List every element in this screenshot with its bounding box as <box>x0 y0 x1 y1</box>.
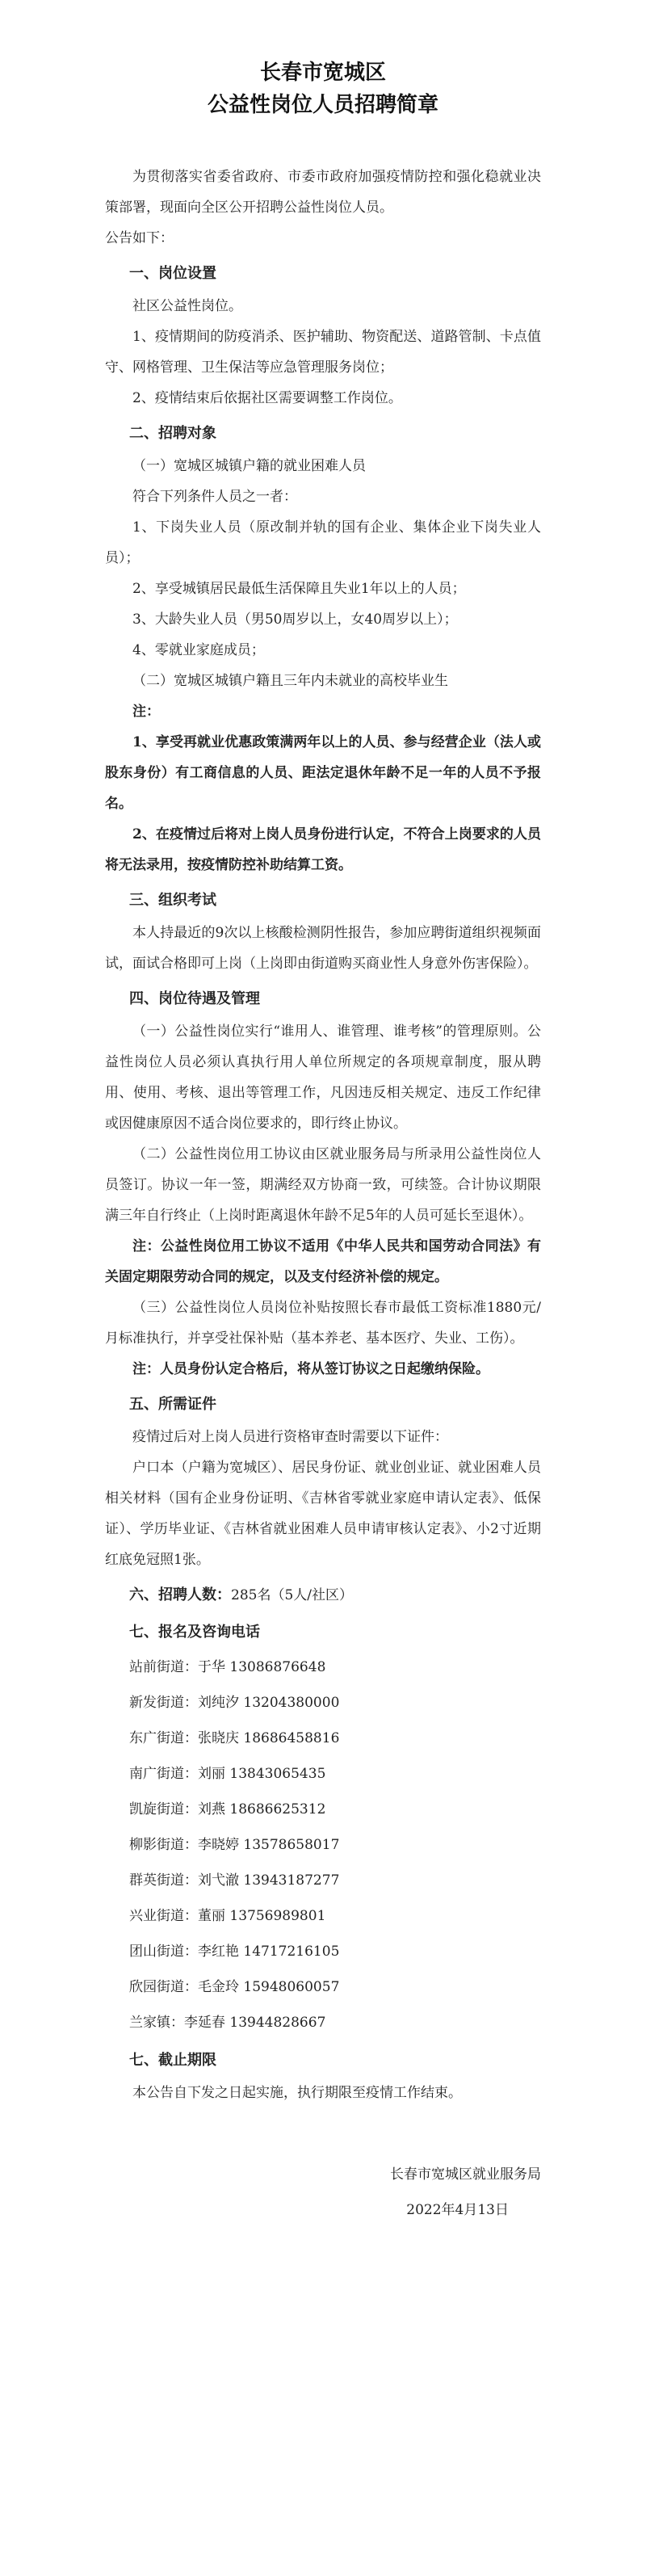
contact-item: 凯旋街道：刘燕 18686625312 <box>129 1801 326 1817</box>
contact-item: 站前街道：于华 13086876648 <box>129 1659 326 1675</box>
contact-item: 南广街道：刘丽 13843065435 <box>129 1766 326 1782</box>
section-3-heading: 三、组织考试 <box>129 892 216 909</box>
s6-label: 六、招聘人数： <box>129 1586 231 1603</box>
section-2-heading: 二、招聘对象 <box>129 425 216 442</box>
s3-p1: 本人持最近的9次以上核酸检测阴性报告，参加应聘街道组织视频面试，面试合格即可上岗（上岗即由街道购买商业性人身意外伤害保险）。 <box>105 925 541 972</box>
contact-item: 兴业街道：董丽 13756989801 <box>129 1908 326 1924</box>
s2-p5: 3、大龄失业人员（男50周岁以上，女40周岁以上）； <box>132 611 458 628</box>
s2-p2: 符合下列条件人员之一者： <box>132 489 297 505</box>
s2-p1: （一）宽城区城镇户籍的就业困难人员 <box>132 458 366 474</box>
section-4-heading: 四、岗位待遇及管理 <box>129 990 260 1007</box>
s2-note-label: 注： <box>132 704 160 720</box>
notice-line: 公告如下： <box>105 230 174 246</box>
s4-p1: （一）公益性岗位实行“谁用人、谁管理、谁考核”的管理原则。公益性岗位人员必须认真执行用人单位所规定的各项规章制度，服从聘用、使用、考核、退出等管理工作，凡因违反相关规定、违反工作纪律或因健康原因不适合岗位要求的，即行终止协议。 <box>105 1023 541 1132</box>
s5-p2: 户口本（户籍为宽城区）、居民身份证、就业创业证、就业困难人员相关材料（国有企业身份证明、《吉林省零就业家庭申请认定表》、低保证）、学历毕业证、《吉林省就业困难人员申请审核认定表》、小2寸近期红底免冠照1张。 <box>105 1460 541 1568</box>
contact-item: 欣园街道：毛金玲 15948060057 <box>129 1979 340 1995</box>
contact-item: 新发街道：刘纯汐 13204380000 <box>129 1695 340 1711</box>
section-deadline-heading: 七、截止期限 <box>129 2052 216 2069</box>
s4-p3: 注：公益性岗位用工协议不适用《中华人民共和国劳动合同法》有关固定期限劳动合同的规定，以及支付经济补偿的规定。 <box>105 1238 541 1285</box>
section-7-heading: 七、报名及咨询电话 <box>129 1624 260 1641</box>
s2-p6: 4、零就业家庭成员； <box>132 642 265 658</box>
s6-value: 285名（5人/社区） <box>231 1587 353 1603</box>
signature-org: 长春市宽城区就业服务局 <box>390 2166 541 2183</box>
s2-p7: （二）宽城区城镇户籍且三年内未就业的高校毕业生 <box>132 673 448 689</box>
spacer <box>105 2108 541 2157</box>
contact-list <box>105 1649 541 2040</box>
s1-p2: 1、疫情期间的防疫消杀、医护辅助、物资配送、道路管制、卡点值守、网格管理、卫生保洁等应急管理服务岗位； <box>105 329 541 376</box>
s2-note-2: 2、在疫情过后将对上岗人员身份进行认定，不符合上岗要求的人员将无法录用，按疫情防控补助结算工资。 <box>105 826 541 873</box>
s1-p1: 社区公益性岗位。 <box>132 298 242 314</box>
s4-p2: （二）公益性岗位用工协议由区就业服务局与所录用公益性岗位人员签订。协议一年一签，期满经双方协商一致，可续签。合计协议期限满三年自行终止（上岗时距离退休年龄不足5年的人员可延长至退休）。 <box>105 1146 541 1224</box>
contact-item: 东广街道：张晓庆 18686458816 <box>129 1730 340 1746</box>
title-line-1: 长春市宽城区 <box>259 61 386 85</box>
s2-p4: 2、享受城镇居民最低生活保障且失业1年以上的人员； <box>132 581 466 597</box>
s2-note-1: 1、享受再就业优惠政策满两年以上的人员、参与经营企业（法人或股东身份）有工商信息的人员、距法定退休年龄不足一年的人员不予报名。 <box>105 734 541 812</box>
contact-item: 团山街道：李红艳 14717216105 <box>129 1944 340 1960</box>
contact-item: 柳影街道：李晓婷 13578658017 <box>129 1837 340 1853</box>
section-1-heading: 一、岗位设置 <box>129 265 216 282</box>
s1-p3: 2、疫情结束后依据社区需要调整工作岗位。 <box>132 390 402 406</box>
deadline-paragraph: 本公告自下发之日起实施，执行期限至疫情工作结束。 <box>132 2085 462 2101</box>
section-5-heading: 五、所需证件 <box>129 1396 216 1413</box>
signature-date: 2022年4月13日 <box>406 2202 509 2218</box>
s2-p3: 1、下岗失业人员（原改制并轨的国有企业、集体企业下岗失业人员）； <box>105 519 541 566</box>
s4-p5: 注：人员身份认定合格后，将从签订协议之日起缴纳保险。 <box>132 1361 489 1377</box>
contact-item: 群英街道：刘弋澈 13943187277 <box>129 1872 340 1889</box>
s4-p4: （三）公益性岗位人员岗位补贴按照长春市最低工资标准1880元/月标准执行，并享受社保补贴（基本养老、基本医疗、失业、工伤）。 <box>105 1300 541 1347</box>
document-title <box>105 57 541 121</box>
intro-paragraph: 为贯彻落实省委省政府、市委市政府加强疫情防控和强化稳就业决策部署，现面向全区公开招聘公益性岗位人员。 <box>105 169 541 216</box>
contact-item: 兰家镇：李延春 13944828667 <box>129 2015 326 2031</box>
section-6-heading <box>129 1578 541 1612</box>
s5-p1: 疫情过后对上岗人员进行资格审查时需要以下证件： <box>132 1429 448 1445</box>
title-line-2: 公益性岗位人员招聘简章 <box>207 93 438 117</box>
